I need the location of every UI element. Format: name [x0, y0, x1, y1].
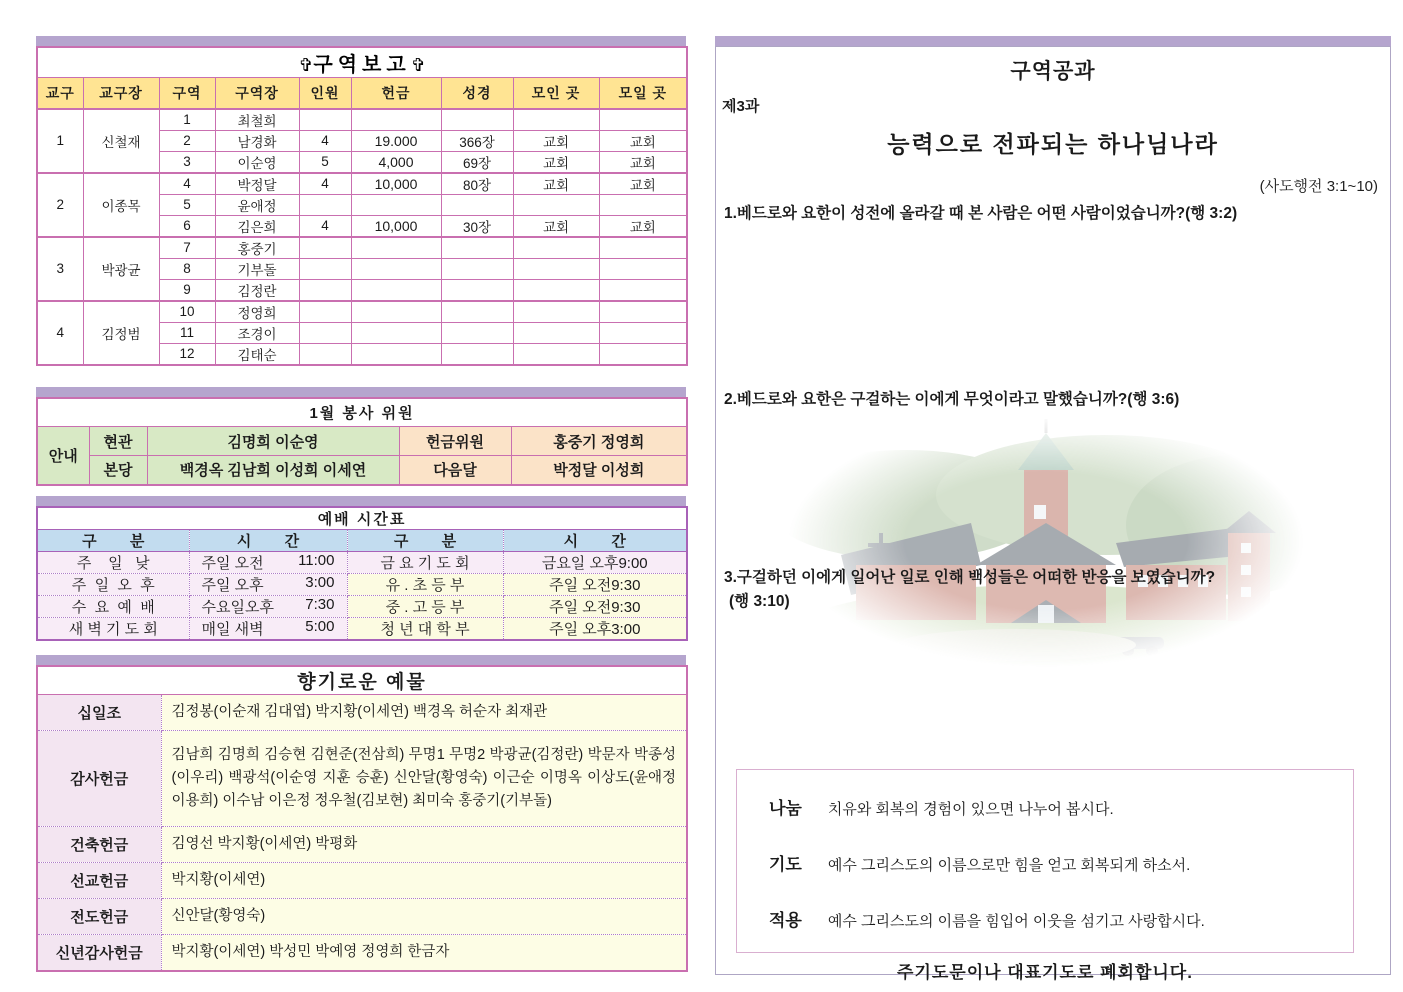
district-cell: 2	[37, 173, 83, 237]
service-time-cell	[189, 617, 347, 640]
share-text: 치유와 회복의 경험이 있으면 나누어 봅시다.	[827, 801, 1114, 818]
scripture-reference: (사도행전 3:1~10)	[1259, 178, 1378, 195]
volunteers-title-row	[37, 398, 687, 427]
closing-instruction: 주기도문이나 대표기도로 폐회합니다.	[897, 963, 1193, 982]
time-value: 9:30	[611, 576, 641, 594]
offering-cell	[351, 109, 441, 131]
zone-leader-cell: 김태순	[215, 343, 299, 365]
bible-cell	[441, 322, 513, 343]
zone-cell: 1	[159, 109, 215, 131]
offering-type-cell: 십일조	[37, 695, 161, 731]
zone-leader-cell: 조경이	[215, 322, 299, 343]
count-cell: 4	[299, 173, 351, 195]
schedule-header-row	[37, 529, 687, 551]
volunteers-group-label: 안내	[37, 427, 89, 485]
count-cell	[299, 258, 351, 279]
meet-place-cell: 교회	[599, 173, 687, 195]
service-time-cell	[189, 551, 347, 573]
met-place-cell: 교회	[513, 215, 599, 237]
section-bar	[36, 655, 686, 665]
role-names-cell: 홍중기 정영희	[511, 427, 687, 456]
section-gap	[36, 641, 686, 655]
bible-cell: 30장	[441, 215, 513, 237]
met-place-cell	[513, 109, 599, 131]
offering-type-cell: 신년감사헌금	[37, 935, 161, 971]
offering-cell: 10,000	[351, 173, 441, 195]
table-row	[37, 173, 687, 195]
service-time-cell	[503, 617, 687, 640]
offerings-table	[36, 665, 688, 972]
lesson-number: 제3과	[722, 98, 760, 115]
share-text: 예수 그리스도의 이름을 힘입어 이웃을 섬기고 사랑합시다.	[827, 913, 1205, 930]
zone-leader-cell: 박정달	[215, 173, 299, 195]
col-header-bible: 성경	[441, 78, 513, 109]
district-cell: 3	[37, 237, 83, 301]
time-value: 7:30	[305, 595, 335, 613]
report-title	[37, 47, 687, 78]
report-header-row	[37, 78, 687, 109]
service-name-cell: 중 . 고 등 부	[347, 595, 503, 617]
met-place-cell: 교회	[513, 173, 599, 195]
question-3-reference: (행 3:10)	[729, 593, 790, 611]
offering-cell	[351, 194, 441, 215]
zone-cell: 11	[159, 322, 215, 343]
offering-names-cell: 김정봉(이순재 김대엽) 박지황(이세연) 백경옥 허순자 최재관	[161, 695, 687, 731]
zone-cell: 3	[159, 151, 215, 173]
col-header-offering: 헌금	[351, 78, 441, 109]
met-place-cell	[513, 258, 599, 279]
time-label: 주일 오전	[201, 554, 264, 572]
zone-cell: 2	[159, 130, 215, 151]
schedule-col-header: 시 간	[503, 529, 687, 551]
service-name-cell: 유 . 초 등 부	[347, 573, 503, 595]
worship-schedule-table	[36, 506, 688, 641]
meet-place-cell	[599, 194, 687, 215]
zone-cell: 5	[159, 194, 215, 215]
names-cell: 백경옥 김남희 이성희 이세연	[147, 456, 399, 485]
col-header-district-leader: 교구장	[83, 78, 159, 109]
bible-cell	[441, 279, 513, 301]
service-time-cell	[503, 573, 687, 595]
lesson-title: 능력으로 전파되는 하나님나라	[887, 131, 1219, 157]
schedule-col-header: 구 분	[347, 529, 503, 551]
service-name-cell: 금 요 기 도 회	[347, 551, 503, 573]
met-place-cell	[513, 343, 599, 365]
time-label: 주일 오전	[549, 598, 612, 616]
section-bar	[36, 387, 686, 397]
share-label: 기도	[769, 855, 802, 874]
offerings-title: 향기로운 예물	[37, 666, 687, 695]
table-row	[37, 301, 687, 323]
zone-leader-cell: 기부돌	[215, 258, 299, 279]
time-value: 3:00	[611, 620, 641, 638]
zone-cell: 8	[159, 258, 215, 279]
offering-cell: 10,000	[351, 215, 441, 237]
count-cell	[299, 301, 351, 323]
offering-type-cell: 건축헌금	[37, 827, 161, 863]
schedule-col-header: 구 분	[37, 529, 189, 551]
zone-leader-cell: 이순영	[215, 151, 299, 173]
meet-place-cell	[599, 301, 687, 323]
offering-type-cell: 감사헌금	[37, 731, 161, 827]
zone-leader-cell: 홍중기	[215, 237, 299, 259]
right-column	[715, 36, 1391, 982]
place-cell: 본당	[89, 456, 147, 485]
count-cell	[299, 237, 351, 259]
zone-cell: 12	[159, 343, 215, 365]
offering-cell	[351, 301, 441, 323]
zone-cell: 4	[159, 173, 215, 195]
question-3	[724, 566, 1376, 614]
time-label: 주일 오후	[549, 620, 612, 638]
place-cell: 현관	[89, 427, 147, 456]
meet-place-cell	[599, 279, 687, 301]
table-row	[37, 109, 687, 131]
names-cell: 김명희 이순영	[147, 427, 399, 456]
bible-cell: 366장	[441, 130, 513, 151]
col-header-meet-place: 모일 곳	[599, 78, 687, 109]
time-label: 금요일 오후	[541, 554, 619, 572]
district-leader-cell: 박광균	[83, 237, 159, 301]
role-cell: 다음달	[399, 456, 511, 485]
zone-leader-cell: 남경화	[215, 130, 299, 151]
section-bar	[36, 36, 686, 46]
service-name-cell: 새 벽 기 도 회	[37, 617, 189, 640]
time-value: 9:30	[611, 598, 641, 616]
offering-names-cell: 박지황(이세연) 박성민 박예영 정영희 한금자	[161, 935, 687, 971]
share-item	[769, 850, 1353, 875]
section-gap	[36, 486, 686, 496]
count-cell: 4	[299, 215, 351, 237]
met-place-cell: 교회	[513, 130, 599, 151]
table-row	[37, 863, 687, 899]
col-header-zone: 구역	[159, 78, 215, 109]
table-row	[37, 595, 687, 617]
section-bar	[36, 496, 686, 506]
bible-cell	[441, 194, 513, 215]
zone-leader-cell: 윤애정	[215, 194, 299, 215]
count-cell: 4	[299, 130, 351, 151]
meet-place-cell	[599, 237, 687, 259]
bible-cell: 69장	[441, 151, 513, 173]
service-name-cell: 주 일 오 후	[37, 573, 189, 595]
service-name-cell: 주 일 낮	[37, 551, 189, 573]
table-row	[37, 617, 687, 640]
offering-cell	[351, 279, 441, 301]
meet-place-cell	[599, 109, 687, 131]
district-leader-cell: 이종목	[83, 173, 159, 237]
bible-cell	[441, 343, 513, 365]
table-row	[37, 827, 687, 863]
service-time-cell	[189, 573, 347, 595]
table-row	[37, 695, 687, 731]
zone-leader-cell: 최철희	[215, 109, 299, 131]
church-watermark-image	[786, 415, 1306, 667]
left-column	[36, 36, 686, 972]
district-leader-cell: 신철재	[83, 109, 159, 173]
schedule-col-header: 시 간	[189, 529, 347, 551]
table-row	[37, 427, 687, 456]
offering-cell	[351, 322, 441, 343]
offering-cell: 19.000	[351, 130, 441, 151]
offering-names-cell: 박지황(이세연)	[161, 863, 687, 899]
offering-cell: 4,000	[351, 151, 441, 173]
zone-leader-cell: 김정란	[215, 279, 299, 301]
share-label: 적용	[769, 911, 802, 930]
question-2: 2.베드로와 요한은 구걸하는 이에게 무엇이라고 말했습니까?(행 3:6)	[724, 391, 1180, 408]
section-bar	[715, 36, 1391, 46]
offering-names-cell: 김영선 박지황(이세연) 박평화	[161, 827, 687, 863]
section-gap	[36, 366, 686, 387]
met-place-cell	[513, 279, 599, 301]
zone-leader-cell: 정영희	[215, 301, 299, 323]
share-text: 예수 그리스도의 이름으로만 힘을 얻고 회복되게 하소서.	[827, 857, 1191, 874]
district-report-table	[36, 46, 688, 366]
table-row	[37, 731, 687, 827]
application-box	[736, 769, 1354, 982]
time-value: 11:00	[298, 551, 335, 569]
district-cell: 1	[37, 109, 83, 173]
share-item	[769, 906, 1353, 931]
meet-place-cell	[599, 258, 687, 279]
offering-names-cell: 김남희 김명희 김승현 김현준(전삼희) 무명1 무명2 박광균(김정란) 박문자 박종성(이우리) 백광석(이순영 지훈 승훈) 신안달(황영숙) 이근순 이명옥 이상도(윤애정 이용희) 이수남 이은정 정우철(김보현) 최미숙 홍중기(기부돌)	[161, 731, 687, 827]
offering-cell	[351, 258, 441, 279]
meet-place-cell	[599, 322, 687, 343]
district-leader-cell: 김정범	[83, 301, 159, 365]
offerings-title-row	[37, 666, 687, 695]
col-header-district: 교구	[37, 78, 83, 109]
district-cell: 4	[37, 301, 83, 365]
bible-cell	[441, 301, 513, 323]
share-label: 나눔	[769, 799, 802, 818]
bible-cell: 80장	[441, 173, 513, 195]
offering-type-cell: 전도헌금	[37, 899, 161, 935]
count-cell: 5	[299, 151, 351, 173]
lesson-section-title: 구역공과	[1010, 60, 1096, 83]
table-row	[37, 456, 687, 485]
lesson-panel	[715, 46, 1391, 982]
count-cell	[299, 109, 351, 131]
share-item	[769, 794, 1353, 819]
question-3-text: 3.구걸하던 이에게 일어난 일로 인해 백성들은 어떠한 반응을 보였습니까?	[724, 569, 1216, 586]
bible-cell	[441, 237, 513, 259]
meet-place-cell: 교회	[599, 130, 687, 151]
meet-place-cell: 교회	[599, 151, 687, 173]
service-time-cell	[503, 595, 687, 617]
volunteers-title: 1월 봉사 위원	[37, 398, 687, 427]
zone-cell: 6	[159, 215, 215, 237]
service-name-cell: 청 년 대 학 부	[347, 617, 503, 640]
cross-icon: ✞	[298, 55, 314, 75]
count-cell	[299, 343, 351, 365]
table-row	[37, 573, 687, 595]
bible-cell	[441, 258, 513, 279]
schedule-title-row	[37, 507, 687, 530]
met-place-cell	[513, 194, 599, 215]
bible-cell	[441, 109, 513, 131]
time-label: 수요일오후	[201, 598, 274, 616]
col-header-count: 인원	[299, 78, 351, 109]
table-row	[37, 551, 687, 573]
cross-icon: ✞	[410, 55, 426, 75]
time-label: 주일 오후	[201, 576, 264, 594]
time-value: 5:00	[305, 617, 335, 635]
table-row	[37, 935, 687, 971]
table-row	[37, 899, 687, 935]
offering-cell	[351, 237, 441, 259]
service-name-cell: 수 요 예 배	[37, 595, 189, 617]
table-row	[37, 237, 687, 259]
time-label: 매일 새벽	[201, 620, 264, 638]
time-value: 3:00	[305, 573, 335, 591]
zone-cell: 7	[159, 237, 215, 259]
col-header-zone-leader: 구역장	[215, 78, 299, 109]
zone-cell: 10	[159, 301, 215, 323]
zone-cell: 9	[159, 279, 215, 301]
met-place-cell: 교회	[513, 151, 599, 173]
offering-cell	[351, 343, 441, 365]
service-time-cell	[189, 595, 347, 617]
met-place-cell	[513, 301, 599, 323]
offering-names-cell: 신안달(황영숙)	[161, 899, 687, 935]
report-title-row	[37, 47, 687, 78]
schedule-title: 예배 시간표	[37, 507, 687, 530]
meet-place-cell: 교회	[599, 215, 687, 237]
zone-leader-cell: 김은희	[215, 215, 299, 237]
report-title-text: 구역보고	[313, 54, 411, 76]
role-names-cell: 박정달 이성희	[511, 456, 687, 485]
met-place-cell	[513, 237, 599, 259]
role-cell: 헌금위원	[399, 427, 511, 456]
service-time-cell	[503, 551, 687, 573]
count-cell	[299, 279, 351, 301]
meet-place-cell	[599, 343, 687, 365]
question-1: 1.베드로와 요한이 성전에 올라갈 때 본 사람은 어떤 사람이었습니까?(행 3:2)	[724, 205, 1238, 222]
volunteers-table	[36, 397, 688, 486]
time-value: 9:00	[618, 554, 648, 572]
time-label: 주일 오전	[549, 576, 612, 594]
count-cell	[299, 322, 351, 343]
col-header-met-place: 모인 곳	[513, 78, 599, 109]
count-cell	[299, 194, 351, 215]
offering-type-cell: 선교헌금	[37, 863, 161, 899]
met-place-cell	[513, 322, 599, 343]
